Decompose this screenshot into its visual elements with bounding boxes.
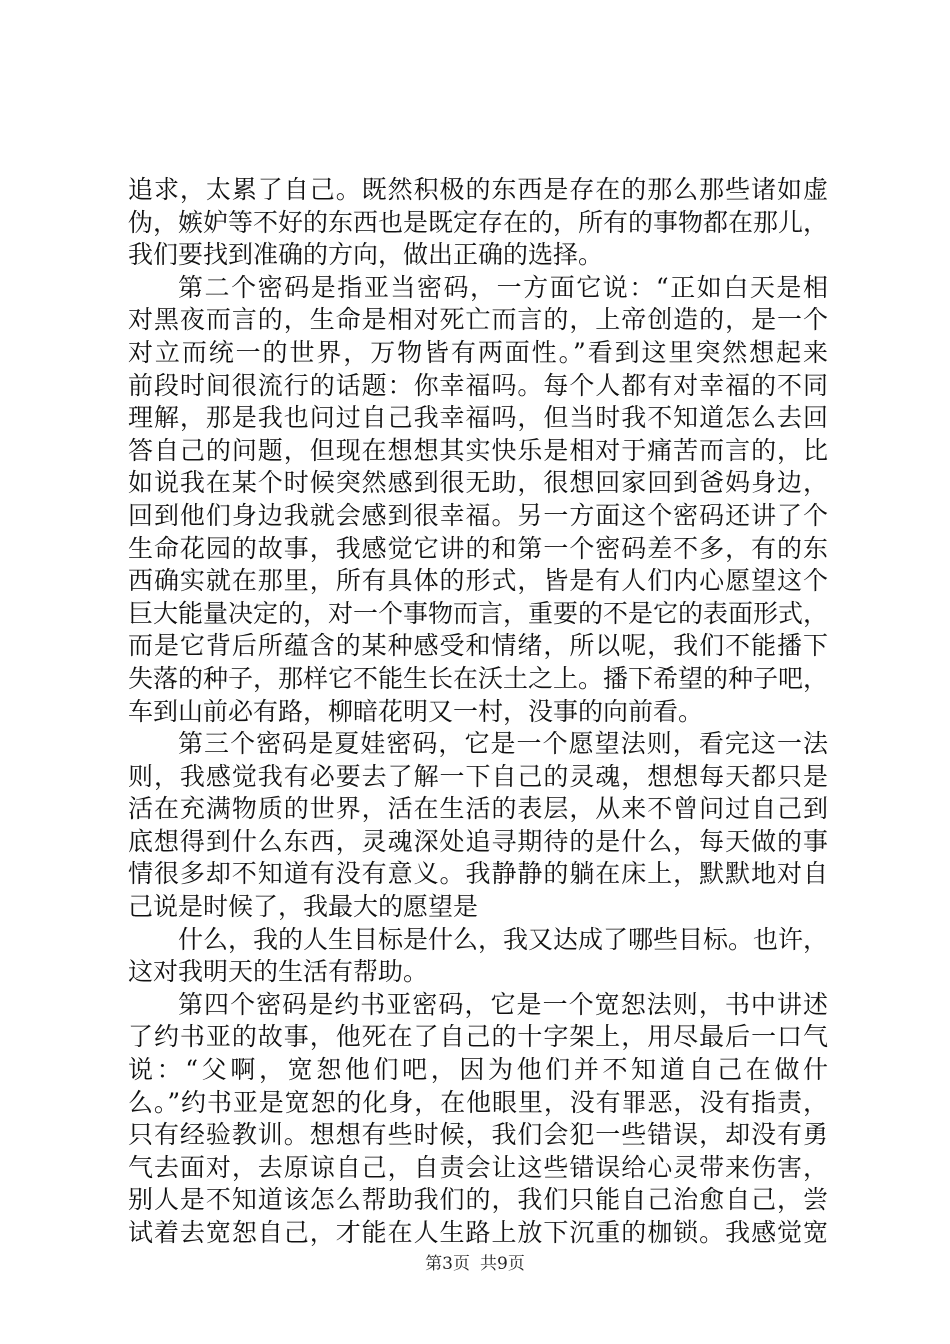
text-line: 回到他们身边我就会感到很幸福。另一方面这个密码还讲了个 (128, 500, 828, 530)
text-line: 对黑夜而言的，生命是相对死亡而言的，上帝创造的，是一个 (128, 305, 828, 335)
text-line: 了约书亚的故事，他死在了自己的十字架上，用尽最后一口气 (128, 1022, 828, 1052)
text-line: 情很多却不知道有没有意义。我静静的躺在床上，默默地对自 (128, 859, 828, 889)
text-line: 第四个密码是约书亚密码，它是一个宽恕法则，书中讲述 (178, 989, 828, 1019)
text-line: 这对我明天的生活有帮助。 (128, 957, 429, 987)
page-number: 第3页 (425, 1254, 470, 1274)
text-line: 什么，我的人生目标是什么，我又达成了哪些目标。也许， (178, 924, 829, 954)
text-line: 前段时间很流行的话题：你幸福吗。每个人都有对幸福的不同 (128, 370, 828, 400)
text-line: 说：“父啊，宽恕他们吧，因为他们并不知道自己在做什 (128, 1055, 828, 1085)
text-line: 追求，太累了自己。既然积极的东西是存在的那么那些诸如虚 (128, 175, 828, 204)
text-line: 失落的种子，那样它不能生长在沃土之上。播下希望的种子吧， (128, 663, 829, 693)
text-line: 己说是时候了，我最大的愿望是 (128, 892, 479, 922)
text-line: 气去面对，去原谅自己，自责会让这些错误给心灵带来伤害， (128, 1152, 828, 1182)
text-line: 车到山前必有路，柳暗花明又一村，没事的向前看。 (128, 696, 704, 726)
document-body (128, 174, 828, 1250)
page-total: 共9页 (480, 1254, 525, 1274)
text-line: 第三个密码是夏娃密码，它是一个愿望法则，看完这一法 (178, 729, 828, 759)
text-line: 伪，嫉妒等不好的东西也是既定存在的，所有的事物都在那儿， (128, 207, 829, 237)
text-line: 我们要找到准确的方向，做出正确的选择。 (128, 240, 604, 270)
text-line: 如说我在某个时候突然感到很无助，很想回家回到爸妈身边， (128, 468, 828, 498)
text-line: 只有经验教训。想想有些时候，我们会犯一些错误，却没有勇 (128, 1120, 828, 1150)
text-line: 则，我感觉我有必要去了解一下自己的灵魂，想想每天都只是 (128, 761, 828, 791)
text-line: 第二个密码是指亚当密码，一方面它说：“正如白天是相 (178, 272, 828, 302)
text-line: 答自己的问题，但现在想想其实快乐是相对于痛苦而言的，比 (128, 435, 828, 465)
page-footer (0, 1249, 950, 1274)
text-line: 生命花园的故事，我感觉它讲的和第一个密码差不多，有的东 (128, 533, 828, 563)
text-line: 活在充满物质的世界，活在生活的表层，从来不曾问过自己到 (128, 794, 828, 824)
text-line: 试着去宽恕自己，才能在人生路上放下沉重的枷锁。我感觉宽 (128, 1218, 828, 1247)
text-line: 而是它背后所蕴含的某种感受和情绪，所以呢，我们不能播下 (128, 631, 828, 661)
text-line: 么。”约书亚是宽恕的化身，在他眼里，没有罪恶，没有指责， (128, 1087, 828, 1117)
text-line: 对立而统一的世界，万物皆有两面性。”看到这里突然想起来 (128, 337, 828, 367)
text-line: 别人是不知道该怎么帮助我们的，我们只能自己治愈自己，尝 (128, 1185, 828, 1215)
text-line: 西确实就在那里，所有具体的形式，皆是有人们内心愿望这个 (128, 566, 828, 596)
text-line: 巨大能量决定的，对一个事物而言，重要的不是它的表面形式， (128, 598, 829, 628)
text-line: 理解，那是我也问过自己我幸福吗，但当时我不知道怎么去回 (128, 403, 828, 433)
text-line: 底想得到什么东西，灵魂深处追寻期待的是什么，每天做的事 (128, 826, 828, 856)
